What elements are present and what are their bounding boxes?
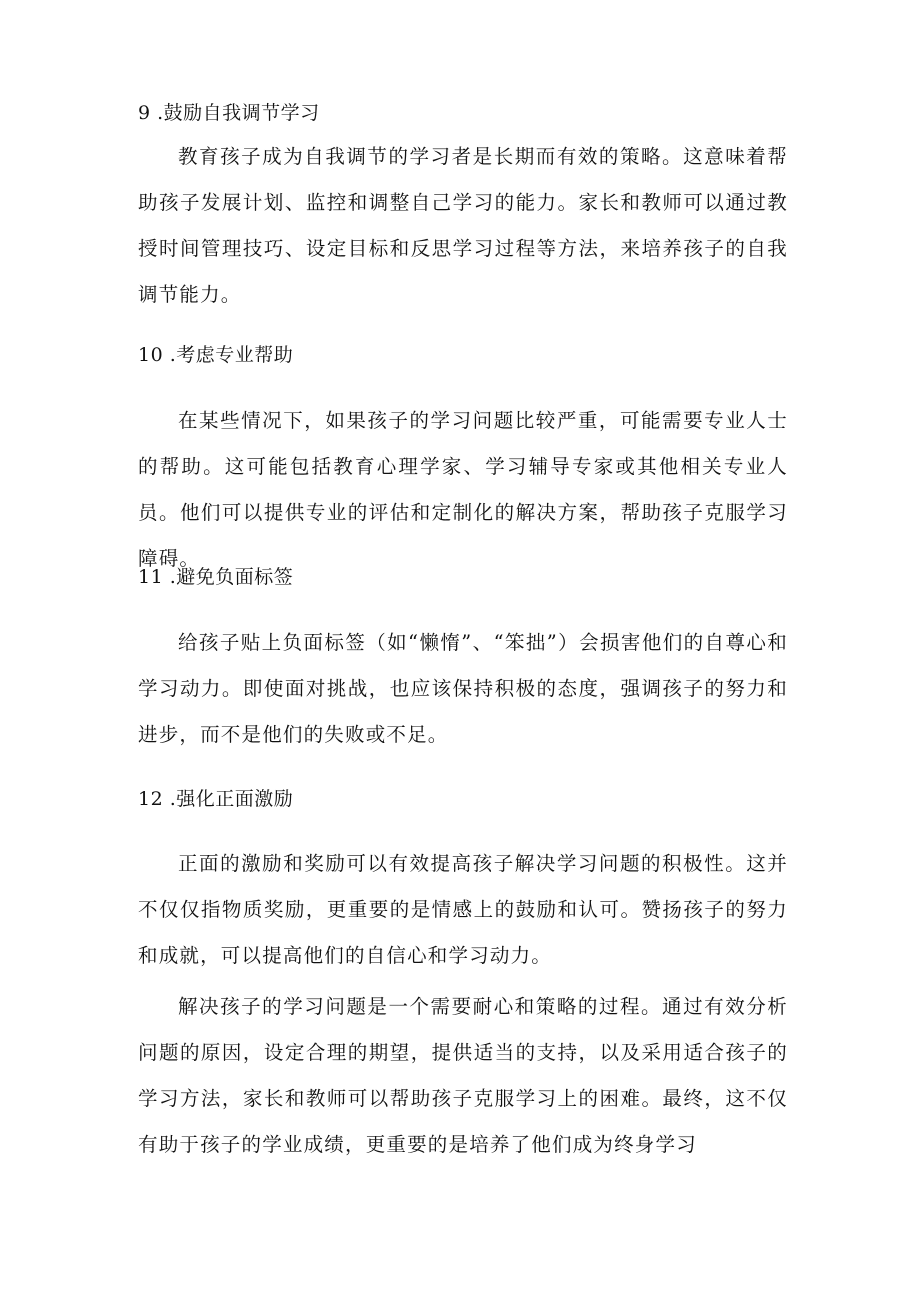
conclusion-paragraph: 解决孩子的学习问题是一个需要耐心和策略的过程。通过有效分析问题的原因，设定合理的期望，提供适当的支持，以及采用适合孩子的学习方法，家长和教师可以帮助孩子克服学习上的困难。最终，这不仅有助于孩子的学业成绩，更重要的是培养了他们成为终身学习 [138,995,788,1156]
section-paragraph-10: 在某些情况下，如果孩子的学习问题比较严重，可能需要专业人士的帮助。这可能包括教育心理学家、学习辅导专家或其他相关专业人员。他们可以提供专业的评估和定制化的解决方案，帮助孩子克服学习障碍。 [138,409,788,570]
section-heading-9: 9 .鼓励自我调节学习 [138,102,320,124]
section-paragraph-9: 教育孩子成为自我调节的学习者是长期而有效的策略。这意味着帮助孩子发展计划、监控和调整自己学习的能力。家长和教师可以通过教授时间管理技巧、设定目标和反思学习过程等方法，来培养孩子的自我调节能力。 [138,145,788,306]
section-heading-11: 11 .避免负面标签 [138,566,294,588]
section-heading-10: 10 .考虑专业帮助 [138,344,294,366]
section-paragraph-12: 正面的激励和奖励可以有效提高孩子解决学习问题的积极性。这并不仅仅指物质奖励，更重要的是情感上的鼓励和认可。赞扬孩子的努力和成就，可以提高他们的自信心和学习动力。 [138,852,788,967]
section-paragraph-11: 给孩子贴上负面标签（如“懒惰”、“笨拙”）会损害他们的自尊心和学习动力。即使面对挑战，也应该保持积极的态度，强调孩子的努力和进步，而不是他们的失败或不足。 [138,631,788,746]
section-heading-12: 12 .强化正面激励 [138,788,294,810]
